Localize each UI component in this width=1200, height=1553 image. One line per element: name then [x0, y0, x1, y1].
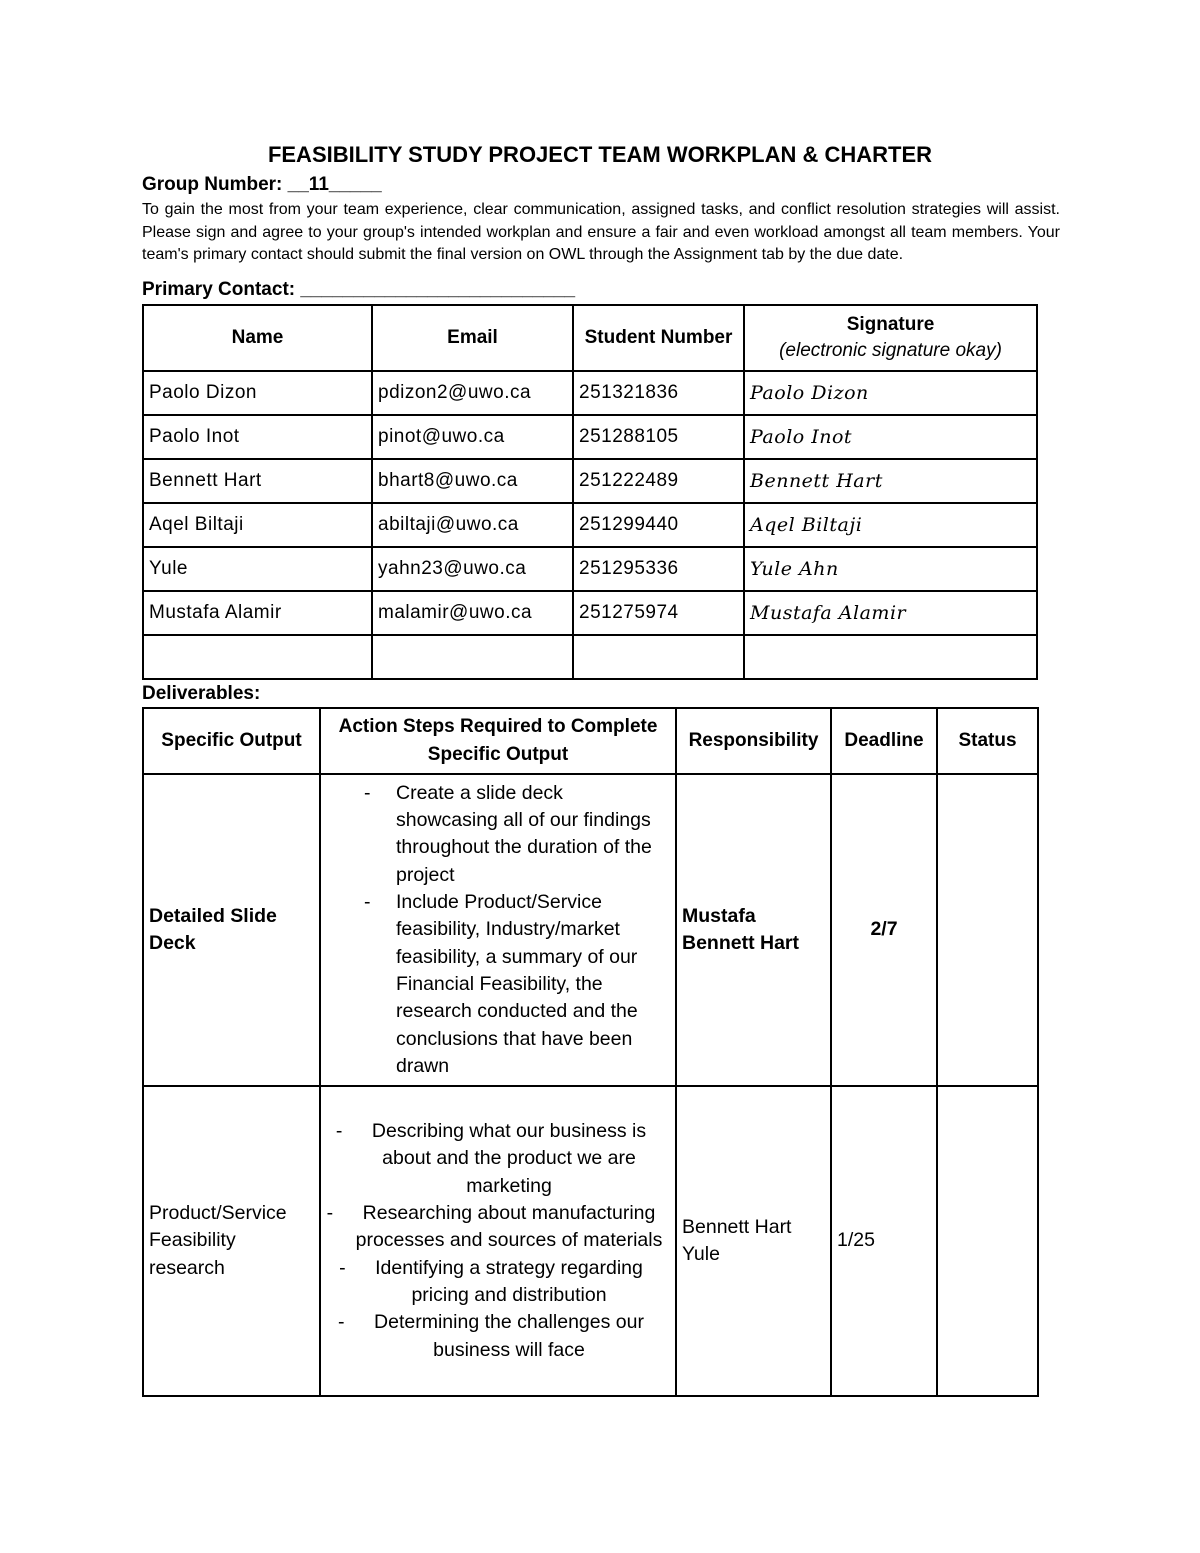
action-steps-list: [326, 1118, 670, 1364]
team-row: [143, 415, 1037, 459]
member-signature: Bennett Hart: [744, 459, 1037, 503]
header-responsibility: Responsibility: [676, 708, 831, 774]
member-signature: Paolo Dizon: [744, 371, 1037, 415]
group-number-value: __11_____: [287, 174, 382, 195]
header-signature-label: Signature: [846, 314, 935, 335]
primary-contact-value: __________________________: [300, 279, 576, 300]
member-student-number: 251275974: [573, 591, 744, 635]
header-status: Status: [937, 708, 1038, 774]
deliverable-steps: [320, 774, 676, 1086]
header-name: Name: [143, 305, 372, 371]
group-number: [142, 174, 382, 196]
member-signature: Yule Ahn: [744, 547, 1037, 591]
deliverable-deadline: 2/7: [831, 774, 937, 1086]
action-step-text: Determining the challenges our business will face: [374, 1311, 644, 1361]
member-email: bhart8@uwo.ca: [372, 459, 573, 503]
header-deadline: Deadline: [831, 708, 937, 774]
team-row: [143, 591, 1037, 635]
deliverable-output: Product/Service Feasibility research: [143, 1086, 320, 1396]
action-step: - Include Product/Service feasibility, Industry/market feasibility, a summary of our Financial Feasibility, the research conducted and the conclusions that have been drawn: [326, 889, 670, 1080]
action-step: - Describing what our business is about and the product we are marketing: [335, 1120, 647, 1197]
primary-contact: [142, 279, 575, 301]
deliverable-row: [143, 774, 1038, 1086]
team-table-header: [143, 305, 1037, 371]
member-student-number: 251321836: [573, 371, 744, 415]
team-row-empty: [143, 635, 1037, 679]
responsible-person: Bennett Hart: [682, 1215, 792, 1238]
responsible-person: Mustafa: [682, 904, 756, 927]
header-student-number: Student Number: [573, 305, 744, 371]
member-name: Bennett Hart: [143, 459, 372, 503]
deliverables-header: [143, 708, 1038, 774]
team-row: [143, 459, 1037, 503]
member-student-number: [573, 635, 744, 679]
member-student-number: 251295336: [573, 547, 744, 591]
group-number-label: Group Number:: [142, 174, 288, 195]
member-email: yahn23@uwo.ca: [372, 547, 573, 591]
member-signature: [744, 635, 1037, 679]
action-step: - Identifying a strategy regarding pricing and distribution: [339, 1256, 643, 1306]
team-row: [143, 503, 1037, 547]
member-signature: Mustafa Alamir: [744, 591, 1037, 635]
action-step-text: Researching about manufacturing processes and sources of materials: [355, 1202, 663, 1252]
member-name: Paolo Dizon: [143, 371, 372, 415]
member-student-number: 251299440: [573, 503, 744, 547]
deliverable-steps: [320, 1086, 676, 1396]
deliverable-output: Detailed Slide Deck: [143, 774, 320, 1086]
member-signature: Paolo Inot: [744, 415, 1037, 459]
action-step: - Researching about manufacturing processes and sources of materials: [326, 1202, 663, 1252]
member-student-number: 251288105: [573, 415, 744, 459]
header-email: Email: [372, 305, 573, 371]
team-table: [142, 304, 1038, 680]
responsible-person: Bennett Hart: [682, 932, 800, 954]
member-email: [372, 635, 573, 679]
action-step-text: Describing what our business is about and the product we are marketing: [371, 1120, 647, 1197]
header-action-steps: Action Steps Required to Complete Specific Output: [320, 708, 676, 774]
responsible-person: Yule: [682, 1243, 720, 1265]
action-step-text: Identifying a strategy regarding pricing and distribution: [375, 1256, 643, 1306]
member-name: Aqel Biltaji: [143, 503, 372, 547]
member-name: Mustafa Alamir: [143, 591, 372, 635]
deliverable-status: [937, 1086, 1038, 1396]
member-student-number: 251222489: [573, 459, 744, 503]
deliverable-row: [143, 1086, 1038, 1396]
deliverable-responsibility: [676, 774, 831, 1086]
team-row: [143, 547, 1037, 591]
header-signature: [744, 305, 1037, 371]
deliverables-table: [142, 707, 1039, 1397]
member-email: abiltaji@uwo.ca: [372, 503, 573, 547]
page-title: FEASIBILITY STUDY PROJECT TEAM WORKPLAN & CHARTER: [267, 142, 933, 167]
member-name: Yule: [143, 547, 372, 591]
member-signature: Aqel Biltaji: [744, 503, 1037, 547]
member-name: [143, 635, 372, 679]
header-specific-output: Specific Output: [143, 708, 320, 774]
intro-paragraph: To gain the most from your team experience, clear communication, assigned tasks, and conflict resolution strategies will assist. Please sign and agree to your group's intended workplan and ensure a fair and even workload amongst all team members. Your team's primary contact should submit the final version on OWL through the Assignment tab by the due date.: [142, 201, 1060, 263]
action-step: - Create a slide deck showcasing all of our findings throughout the duration of the project: [326, 780, 670, 889]
action-steps-list: [326, 780, 670, 1080]
deliverable-status: [937, 774, 1038, 1086]
member-email: pinot@uwo.ca: [372, 415, 573, 459]
team-row: [143, 371, 1037, 415]
header-signature-note: (electronic signature okay): [779, 340, 1002, 361]
member-email: pdizon2@uwo.ca: [372, 371, 573, 415]
action-step: - Determining the challenges our business will face: [338, 1311, 644, 1361]
deliverable-deadline: 1/25: [831, 1086, 937, 1396]
primary-contact-label: Primary Contact:: [142, 279, 301, 300]
member-name: Paolo Inot: [143, 415, 372, 459]
member-email: malamir@uwo.ca: [372, 591, 573, 635]
deliverable-responsibility: [676, 1086, 831, 1396]
deliverables-label: Deliverables:: [142, 683, 261, 704]
